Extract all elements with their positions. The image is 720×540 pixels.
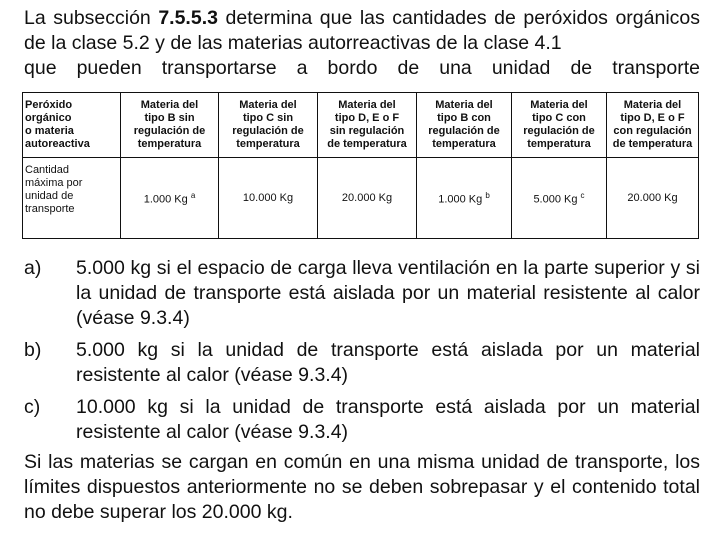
footnote-item — [24, 395, 700, 445]
footnote-label: c) — [24, 396, 41, 418]
row-header-cell: Peróxido orgánico o materia autoreactiva — [23, 93, 121, 158]
closing-paragraph: Si las materias se cargan en común en una misma unidad de transporte, los límites dispuestos anteriormente no se deben sobrepasar y el contenido total no debe superar los 20.000 kg. — [24, 451, 700, 523]
intro-last-line: que pueden transportarse a bordo de una unidad de transporte — [24, 57, 700, 79]
footnote-item — [24, 256, 700, 331]
footnote-label: a) — [24, 257, 42, 279]
column-header-def-without: Materia del tipo D, E o F sin regulación de temperatura — [318, 93, 417, 158]
column-header-c-without: Materia del tipo C sin regulación de temperatura — [219, 93, 318, 158]
intro-text-before: La subsección — [24, 7, 159, 29]
column-header-c-with: Materia del tipo C con regulación de temperatura — [512, 93, 607, 158]
footnote-text: 5.000 kg si el espacio de carga lleva ventilación en la parte superior y si la unidad de transporte está aislada por un material resistente al calor (véase 9.3.4) — [76, 257, 700, 329]
value-cell: 1.000 Kg $^b$ — [417, 158, 512, 239]
footnote-label: b) — [24, 339, 42, 361]
intro-text-after: determina que las cantidades de peróxidos orgánicos de la clase 5.2 y de las materias autorreactivas de la clase 4.1 — [24, 7, 700, 54]
table-header-row — [23, 93, 699, 158]
value-cell: 1.000 Kg $^a$ — [121, 158, 219, 239]
value-cell: 5.000 Kg $^c$ — [512, 158, 607, 239]
intro-paragraph — [24, 6, 700, 81]
section-reference: 7.5.5.3 — [158, 7, 218, 29]
column-header-b-without: Materia del tipo B sin regulación de temperatura — [121, 93, 219, 158]
value-cell: 20.000 Kg — [318, 158, 417, 239]
footnote-item — [24, 338, 700, 388]
value-cell: 10.000 Kg — [219, 158, 318, 239]
value-row-header-cell: Cantidad máxima por unidad de transporte — [23, 158, 121, 239]
quantity-table — [22, 92, 699, 239]
column-header-def-with: Materia del tipo D, E o F con regulación de temperatura — [607, 93, 699, 158]
footnote-text: 5.000 kg si la unidad de transporte está aislada por un material resistente al calor (véase 9.3.4) — [76, 339, 700, 386]
footnote-list — [24, 256, 700, 452]
value-cell: 20.000 Kg — [607, 158, 699, 239]
footnote-text: 10.000 kg si la unidad de transporte está aislada por un material resistente al calor (véase 9.3.4) — [76, 396, 700, 443]
table-value-row — [23, 158, 699, 239]
column-header-b-with: Materia del tipo B con regulación de temperatura — [417, 93, 512, 158]
